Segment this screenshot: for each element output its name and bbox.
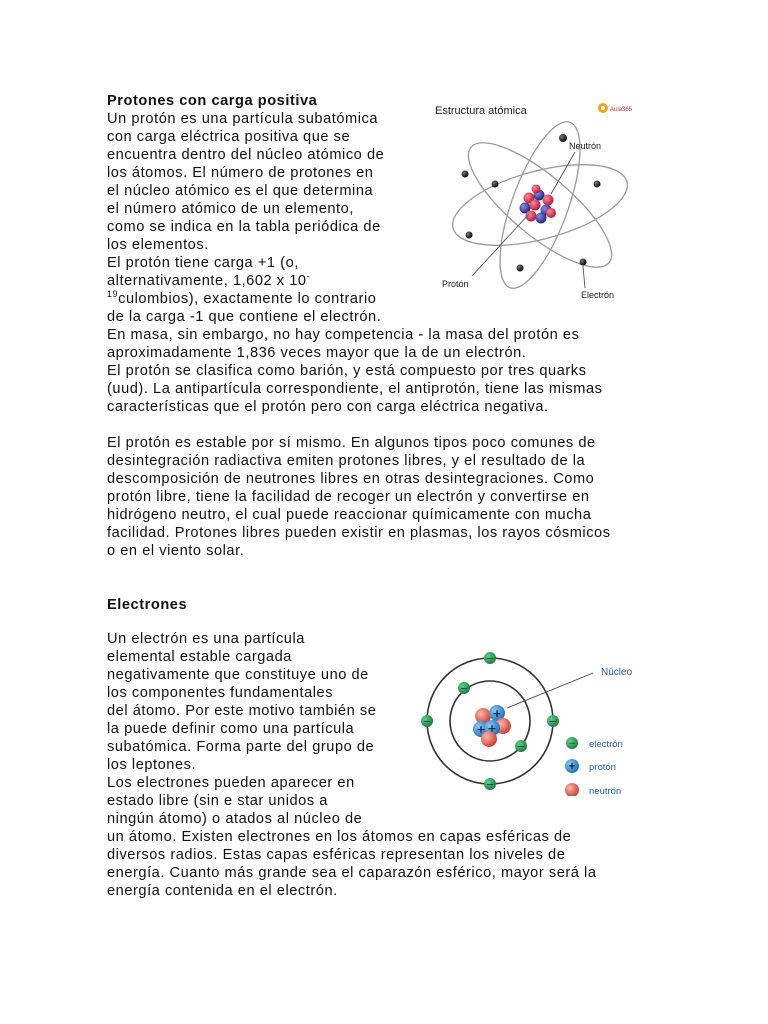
text-line: como se indica en la tabla periódica de: [107, 219, 381, 235]
text-line: El protón se clasifica como barión, y está compuesto por tres quarks: [107, 363, 587, 379]
text-line: (uud). La antipartícula correspondiente, el antiprotón, tiene las mismas: [107, 381, 603, 397]
text-line: o en el viento solar.: [107, 543, 245, 559]
svg-text:−: −: [485, 779, 495, 791]
legend: [565, 737, 623, 796]
logo-text: Aula365: [610, 107, 633, 113]
legend-electron: electrón: [589, 739, 623, 750]
text-line: con carga eléctrica positiva que se: [107, 129, 351, 145]
text-line: características que el protón pero con carga eléctrica negativa.: [107, 399, 549, 415]
neutron-label: Neutrón: [569, 141, 602, 151]
aula365-logo: [598, 103, 633, 113]
text-line: Un electrón es una partícula: [107, 631, 305, 647]
text-line: descomposición de neutrones libres en otras desintegraciones. Como: [107, 471, 595, 487]
protons-heading: Protones con carga positiva: [107, 93, 318, 109]
svg-text:+: +: [492, 707, 502, 720]
charge-text-b: culombios), exactamente lo contrario: [118, 291, 377, 307]
text-line: energía contenida en el electrón.: [107, 883, 338, 899]
proton-stability-paragraph: [107, 434, 611, 560]
text-line: de la carga -1 que contiene el electrón.: [107, 309, 382, 325]
text-line: protón libre, tiene la facilidad de recoger un electrón y convertirse en: [107, 489, 590, 505]
svg-text:+: +: [476, 723, 486, 736]
text-line: los elementos.: [107, 237, 209, 253]
exponent-sign: -: [306, 271, 311, 282]
electron-shells-figure: [415, 646, 650, 796]
text-line: En masa, sin embargo, no hay competencia - la masa del protón es: [107, 327, 580, 343]
text-line: del átomo. Por este motivo también se: [107, 703, 377, 719]
text-line: El protón es estable por sí mismo. En algunos tipos poco comunes de: [107, 435, 596, 451]
electrons-heading: Electrones: [107, 597, 188, 613]
svg-text:+: +: [568, 759, 576, 773]
electron-shells-svg: [415, 646, 650, 796]
text-line: negativamente que constituye uno de: [107, 667, 369, 683]
text-line: desintegración radiactiva emiten protones libres, y el resultado de la: [107, 453, 586, 469]
svg-text:−: −: [422, 716, 432, 728]
text-line: Los electrones pueden aparecer en: [107, 775, 355, 791]
svg-text:−: −: [548, 716, 558, 728]
svg-text:−: −: [569, 738, 575, 750]
text-line: Un protón es una partícula subatómica: [107, 111, 379, 127]
svg-text:−: −: [459, 683, 469, 695]
text-line: el núcleo atómico es el que determina: [107, 183, 374, 199]
nucleus-particles: [473, 705, 511, 747]
text-line: los átomos. El número de protones en: [107, 165, 374, 181]
text-line: facilidad. Protones libres pueden existir en plasmas, los rayos cósmicos: [107, 525, 611, 541]
text-line: diversos radios. Estas capas esféricas representan los niveles de: [107, 847, 566, 863]
text-line: hidrógeno neutro, el cual puede reaccionar químicamente con mucha: [107, 507, 592, 523]
exponent-number: 19: [107, 289, 119, 300]
text-line: estado libre (sin e star unidos a: [107, 793, 328, 809]
text-line: la puede definir como una partícula: [107, 721, 355, 737]
svg-text:−: −: [516, 741, 526, 753]
text-line: un átomo. Existen electrones en los átomos en capas esféricas de: [107, 829, 572, 845]
text-line: encuentra dentro del núcleo atómico de: [107, 147, 385, 163]
text-line: ningún átomo) o atados al núcleo de: [107, 811, 363, 827]
text-line: los leptones.: [107, 757, 197, 773]
charge-text-a: alternativamente, 1,602 x 10: [107, 273, 307, 289]
text-line: energía. Cuanto más grande sea el caparazón esférico, mayor será la: [107, 865, 597, 881]
atomic-structure-figure: [425, 92, 645, 312]
svg-text:+: +: [487, 722, 497, 735]
electrons-heading-block: [107, 596, 187, 614]
nucleus-label: Núcleo: [601, 667, 633, 678]
svg-text:−: −: [485, 653, 495, 665]
proton-label: Protón: [442, 279, 469, 289]
text-line: elemental estable cargada: [107, 649, 292, 665]
electron-label: Electrón: [581, 290, 615, 300]
text-line: los componentes fundamentales: [107, 685, 334, 701]
nucleus: [520, 185, 557, 224]
atomic-structure-svg: [425, 92, 645, 312]
legend-proton: protón: [589, 762, 616, 773]
text-line: subatómica. Forma parte del grupo de: [107, 739, 375, 755]
text-line: el número atómico de un elemento,: [107, 201, 354, 217]
text-line: El protón tiene carga +1 (o,: [107, 255, 299, 271]
legend-neutron: neutrón: [589, 786, 622, 796]
text-line: aproximadamente 1,836 veces mayor que la de un electrón.: [107, 345, 527, 361]
figure-title: Estructura atómica: [435, 105, 527, 117]
